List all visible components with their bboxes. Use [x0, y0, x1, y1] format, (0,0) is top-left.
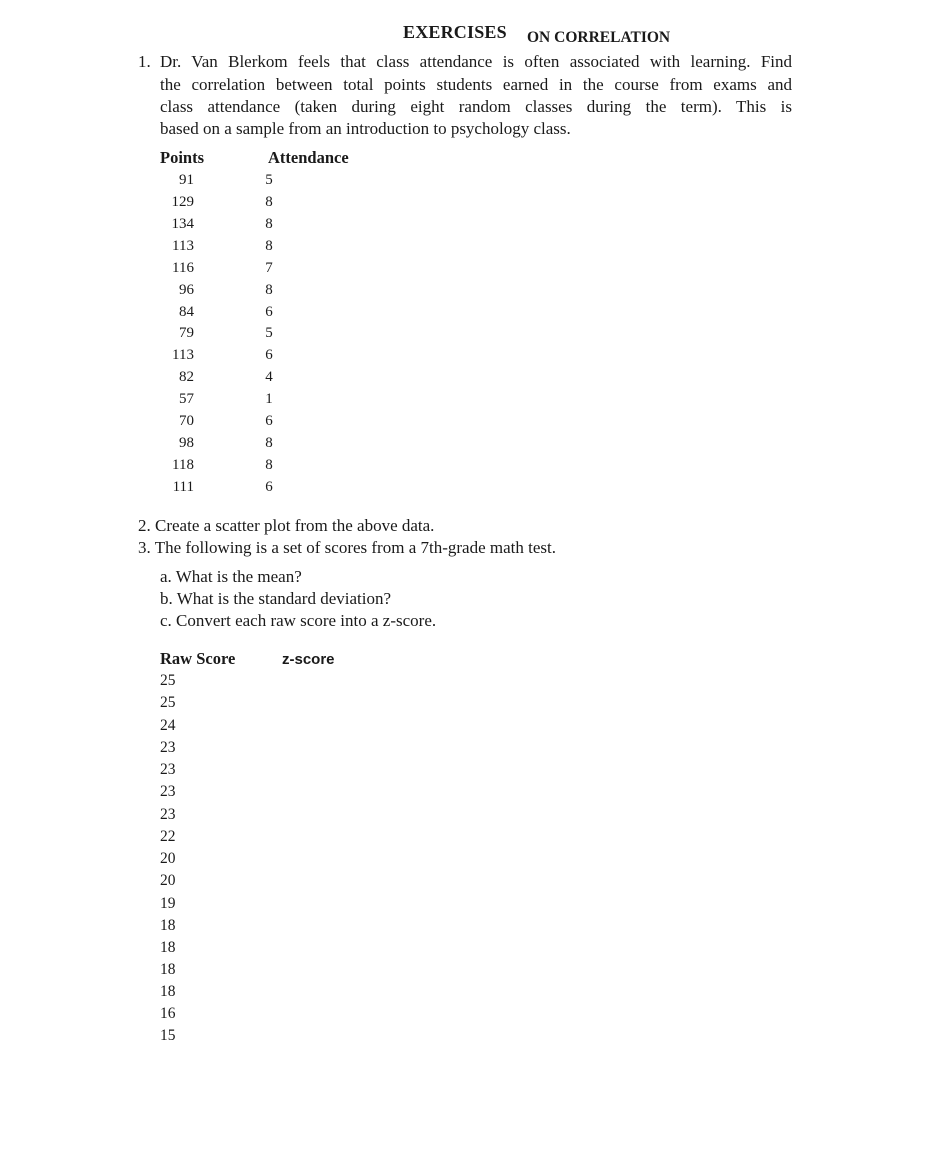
raw-score-cell: 16: [160, 1005, 176, 1022]
attendance-cell: 1: [265, 391, 273, 407]
problem-3-subitem-a: a. What is the mean?: [160, 567, 302, 586]
points-cell: 129: [171, 194, 194, 210]
points-cell: 118: [172, 457, 194, 473]
points-column-header: Points: [160, 148, 205, 167]
problem-2-text: 2. Create a scatter plot from the above data.: [138, 516, 435, 535]
raw-score-cell: 25: [160, 694, 176, 711]
raw-score-cell: 22: [160, 828, 176, 845]
problem-1-text-line: Dr. Van Blerkom feels that class attendance is often associated with learning. Find: [160, 52, 792, 71]
points-cell: 111: [172, 479, 194, 495]
points-cell: 96: [179, 282, 194, 298]
problem-1-text-line: class attendance (taken during eight random classes during the term). This is: [160, 97, 792, 116]
raw-score-cell: 15: [160, 1027, 176, 1044]
points-cell: 113: [172, 347, 194, 363]
attendance-cell: 6: [265, 479, 273, 495]
points-cell: 116: [172, 260, 194, 276]
attendance-cell: 6: [265, 304, 273, 320]
attendance-cell: 8: [265, 194, 273, 210]
attendance-cell: 5: [265, 325, 273, 341]
raw-score-cell: 18: [160, 917, 176, 934]
raw-score-cell: 20: [160, 850, 176, 867]
problem-3-subitem-b: b. What is the standard deviation?: [160, 589, 392, 608]
points-cell: 79: [179, 325, 194, 341]
raw-score-cell: 23: [160, 739, 176, 756]
points-cell: 70: [179, 413, 194, 429]
raw-score-cell: 20: [160, 872, 176, 889]
raw-score-cell: 25: [160, 672, 176, 689]
attendance-cell: 8: [265, 282, 273, 298]
attendance-cell: 8: [265, 457, 273, 473]
attendance-cell: 5: [265, 172, 273, 188]
points-cell: 82: [179, 369, 194, 385]
problem-1-text-line: the correlation between total points students earned in the course from exams and: [160, 75, 792, 94]
page-title: EXERCISES: [403, 22, 507, 42]
raw-score-cell: 18: [160, 983, 176, 1000]
attendance-cell: 8: [265, 216, 273, 232]
points-cell: 84: [179, 304, 194, 320]
raw-score-cell: 23: [160, 806, 176, 823]
attendance-cell: 8: [265, 238, 273, 254]
points-cell: 113: [172, 238, 194, 254]
z-score-column-header: z-score: [282, 651, 335, 668]
problem-3-subitem-c: c. Convert each raw score into a z-score.: [160, 611, 437, 630]
points-cell: 91: [179, 172, 194, 188]
raw-score-cell: 18: [160, 961, 176, 978]
points-cell: 98: [179, 435, 194, 451]
points-cell: 134: [171, 216, 194, 232]
attendance-cell: 4: [265, 369, 273, 385]
page-subtitle: ON CORRELATION: [527, 29, 671, 46]
raw-score-cell: 18: [160, 939, 176, 956]
attendance-cell: 6: [265, 347, 273, 363]
raw-score-cell: 23: [160, 783, 176, 800]
raw-score-cell: 19: [160, 895, 176, 912]
attendance-cell: 7: [265, 260, 273, 276]
raw-score-cell: 24: [160, 717, 176, 734]
problem-3-text: 3. The following is a set of scores from a 7th-grade math test.: [138, 538, 556, 557]
attendance-column-header: Attendance: [268, 148, 349, 167]
raw-score-cell: 23: [160, 761, 176, 778]
problem-1-text-line: based on a sample from an introduction to psychology class.: [160, 119, 571, 138]
attendance-cell: 8: [265, 435, 273, 451]
problem-1-number: 1.: [138, 52, 151, 71]
attendance-cell: 6: [265, 413, 273, 429]
raw-score-column-header: Raw Score: [160, 649, 236, 668]
points-cell: 57: [179, 391, 194, 407]
